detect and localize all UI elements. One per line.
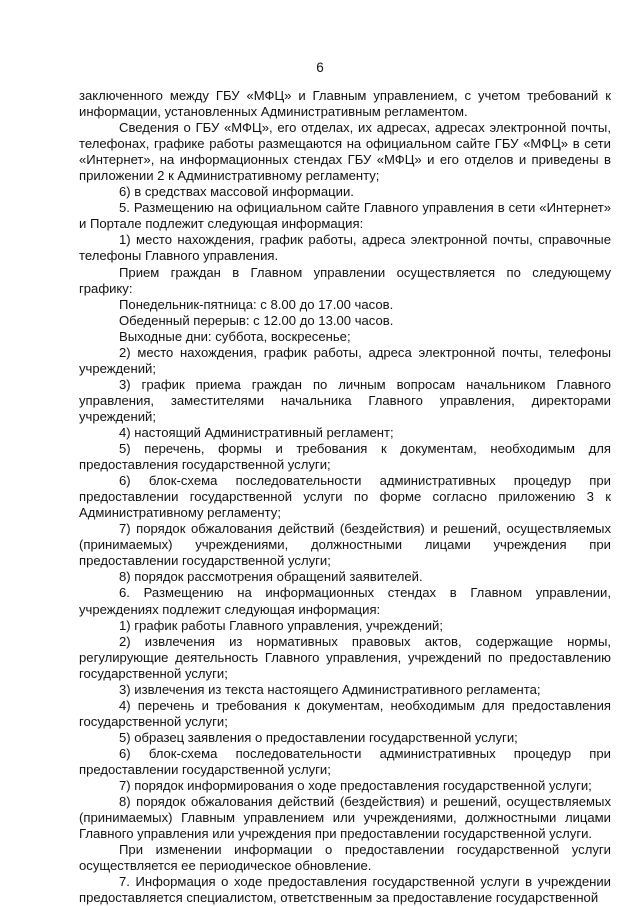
paragraph: 1) место нахождения, график работы, адреса электронной почты, справочные телефоны Главного управления. <box>79 232 611 264</box>
paragraph: Прием граждан в Главном управлении осуществляется по следующему графику: <box>79 264 611 296</box>
paragraph: 6) в средствах массовой информации. <box>119 184 354 200</box>
paragraph: 3) график приема граждан по личным вопросам начальником Главного управления, заместителями начальника Главного управления, директорами учреждений; <box>79 376 611 424</box>
paragraph: 4) настоящий Административный регламент; <box>119 424 394 440</box>
paragraph: 8) порядок рассмотрения обращений заявителей. <box>119 569 423 585</box>
paragraph: 5) перечень, формы и требования к документам, необходимым для предоставления государственной услуги; <box>79 441 611 473</box>
paragraph: 3) извлечения из текста настоящего Административного регламента; <box>119 681 541 697</box>
paragraph: 6. Размещению на информационных стендах в Главном управлении, учреждениях подлежит следующая информация: <box>79 585 611 617</box>
paragraph: 6) блок-схема последовательности административных процедур при предоставлении государственной услуги; <box>79 745 611 777</box>
paragraph: 4) перечень и требования к документам, необходимым для предоставления государственной услуги; <box>79 697 611 729</box>
paragraph: Понедельник-пятница: с 8.00 до 17.00 часов. <box>119 296 394 312</box>
paragraph: 5) образец заявления о предоставлении государственной услуги; <box>119 729 518 745</box>
paragraph: Обеденный перерыв: с 12.00 до 13.00 часов. <box>119 312 394 328</box>
paragraph: Выходные дни: суббота, воскресенье; <box>119 328 351 344</box>
paragraph: 1) график работы Главного управления, учреждений; <box>119 617 443 633</box>
document-body <box>79 88 611 906</box>
paragraph: 2) место нахождения, график работы, адреса электронной почты, телефоны учреждений; <box>79 344 611 376</box>
paragraph: 2) извлечения из нормативных правовых актов, содержащие нормы, регулирующие деятельность Главного управления, учреждений по предоставлению государственной услуги; <box>79 633 611 681</box>
page-number: 6 <box>316 60 324 75</box>
paragraph: 7) порядок обжалования действий (бездействия) и решений, осуществляемых (принимаемых) учреждениями, должностными лицами учреждения при предоставлении государственной услуги; <box>79 521 611 569</box>
paragraph: При изменении информации о предоставлении государственной услуги осуществляется ее периодическое обновление. <box>79 842 611 874</box>
paragraph: Сведения о ГБУ «МФЦ», его отделах, их адресах, адресах электронной почты, телефонах, графике работы размещаются на официальном сайте ГБУ «МФЦ» в сети «Интернет», на информационных стендах ГБУ «МФЦ» и его отделов и приведены в приложении 2 к Административному регламенту; <box>79 120 611 184</box>
paragraph: 7. Информация о ходе предоставления государственной услуги в учреждении предоставляется специалистом, ответственным за предоставление государственной <box>79 874 611 906</box>
paragraph: заключенного между ГБУ «МФЦ» и Главным управлением, с учетом требований к информации, установленных Административным регламентом. <box>79 88 611 120</box>
paragraph: 5. Размещению на официальном сайте Главного управления в сети «Интернет» и Портале подлежит следующая информация: <box>79 200 611 232</box>
paragraph: 8) порядок обжалования действий (бездействия) и решений, осуществляемых (принимаемых) Главным управлением или учреждениями, должностными лицами Главного управления или учреждения при предоставлении государственной услуги. <box>79 794 611 842</box>
paragraph: 7) порядок информирования о ходе предоставления государственной услуги; <box>119 778 592 794</box>
paragraph: 6) блок-схема последовательности административных процедур при предоставлении государственной услуги по форме согласно приложению 3 к Административному регламенту; <box>79 473 611 521</box>
